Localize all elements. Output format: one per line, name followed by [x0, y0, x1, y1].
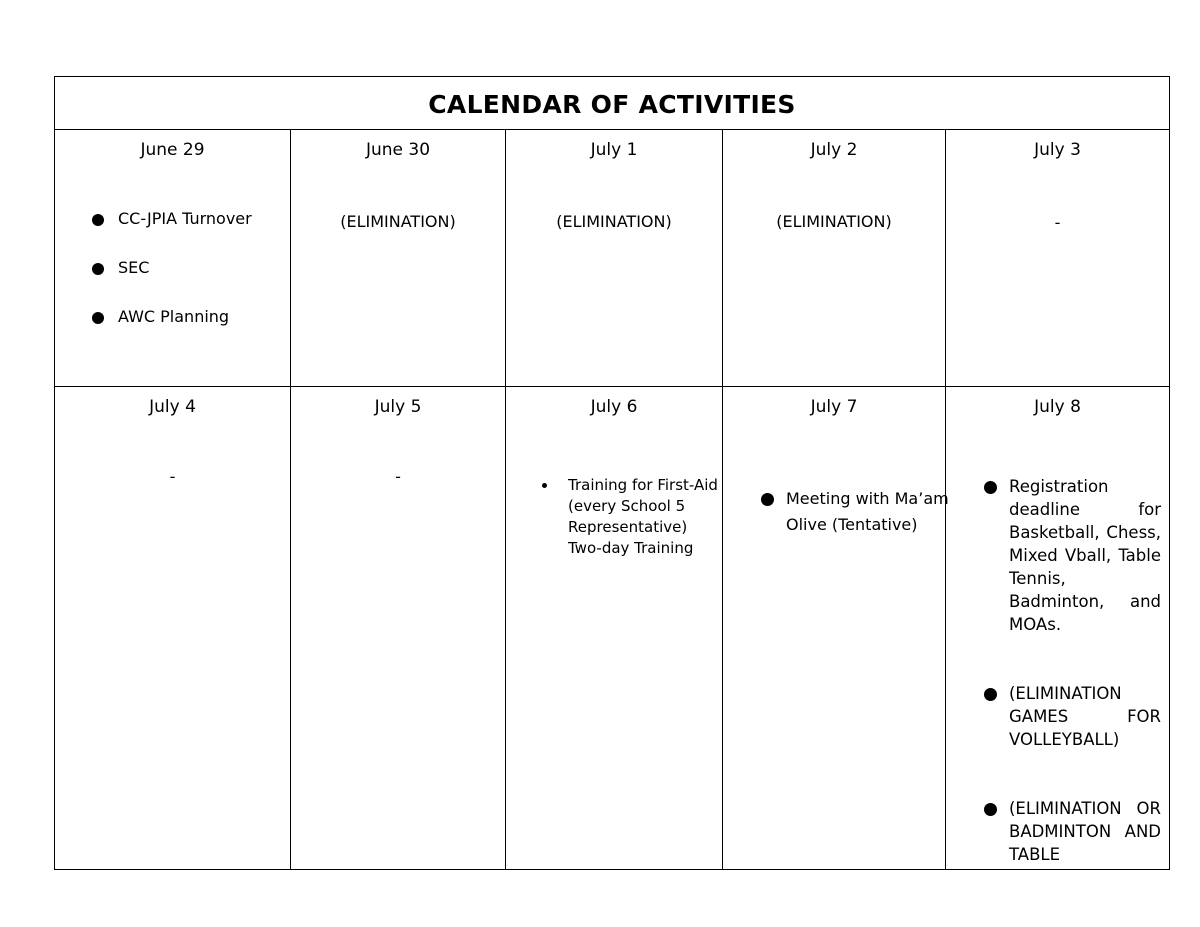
day-note: (ELIMINATION): [340, 212, 456, 231]
day-note: -: [395, 467, 401, 486]
day-cell-june-30: [291, 130, 506, 387]
activity-text: Registration deadline for Basketball, Chess, Mixed Vball, Table Tennis, Badminton, and MOAs.: [1009, 477, 1162, 634]
list-item: [984, 475, 1161, 636]
day-date: July 5: [374, 397, 422, 417]
list-item: [984, 797, 1161, 866]
list-item: [92, 306, 290, 355]
activity-text: SEC: [118, 258, 150, 277]
bullet-icon: [761, 493, 774, 506]
title-cell: [55, 77, 1170, 130]
day-date: July 6: [590, 397, 638, 417]
activity-list: [506, 475, 722, 559]
bullet-icon: [984, 481, 997, 494]
calendar-table: [54, 76, 1170, 870]
day-cell-july-6: [506, 387, 723, 870]
activity-list: [55, 208, 290, 355]
day-cell-july-7: [723, 387, 949, 870]
day-date: July 8: [1034, 397, 1081, 417]
list-item: [92, 257, 290, 306]
activity-text: CC-JPIA Turnover: [118, 209, 252, 228]
activity-text: Training for First-Aid (every School 5 Representative) Two-day Training: [568, 476, 718, 557]
page-title: CALENDAR OF ACTIVITIES: [428, 89, 796, 119]
day-date: July 2: [810, 140, 858, 160]
day-note: (ELIMINATION): [556, 212, 672, 231]
day-date: June 29: [140, 140, 205, 160]
day-note: -: [169, 467, 176, 486]
day-cell-june-29: [55, 130, 291, 387]
activity-text: Meeting with Ma’am Olive (Tentative): [786, 489, 949, 534]
bullet-icon: [92, 263, 104, 275]
day-cell-july-5: [291, 387, 506, 870]
activity-list: [723, 486, 949, 538]
list-item: [542, 475, 718, 559]
day-date: July 3: [1034, 140, 1081, 160]
day-date: July 4: [149, 397, 196, 417]
day-note: (ELIMINATION): [776, 212, 892, 231]
activity-text: (ELIMINATION OR BADMINTON AND TABLE: [1009, 799, 1162, 864]
activity-list: [946, 475, 1169, 866]
list-item: [92, 208, 290, 257]
activity-text: AWC Planning: [118, 307, 230, 326]
bullet-icon: [92, 214, 104, 226]
day-date: June 30: [365, 140, 431, 160]
day-note: -: [1054, 213, 1061, 232]
bullet-icon: [542, 483, 547, 488]
list-item: [984, 682, 1161, 751]
day-cell-july-3: [946, 130, 1170, 387]
day-cell-july-4: [55, 387, 291, 870]
bullet-icon: [984, 803, 997, 816]
bullet-icon: [92, 312, 104, 324]
activity-text: (ELIMINATION GAMES FOR VOLLEYBALL): [1009, 684, 1162, 749]
day-cell-july-1: [506, 130, 723, 387]
list-item: [761, 486, 956, 538]
bullet-icon: [984, 688, 997, 701]
day-cell-july-2: [723, 130, 946, 387]
day-date: July 7: [810, 397, 858, 417]
day-date: July 1: [590, 140, 638, 160]
day-cell-july-8: [946, 387, 1170, 870]
